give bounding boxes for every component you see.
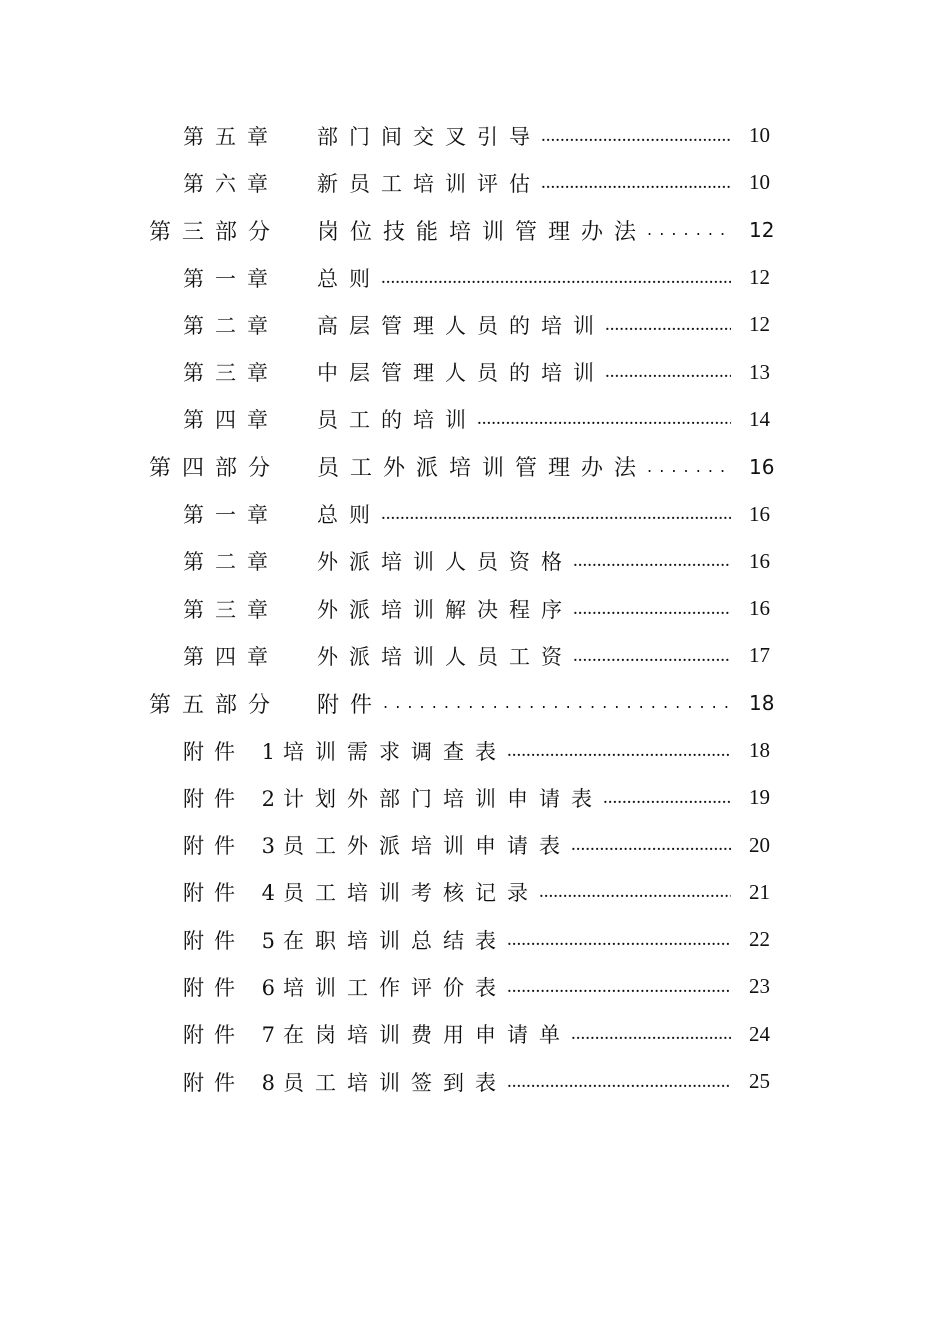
dot-leader	[507, 739, 731, 763]
toc-entry-label: 第三章	[183, 597, 279, 622]
toc-entry-title: 附件	[317, 692, 384, 718]
dot-leader	[381, 502, 731, 526]
toc-entry-label: 第四部分	[149, 456, 282, 482]
toc-entry-label: 附件 8	[183, 1070, 286, 1095]
toc-entry-label: 附件 5	[183, 928, 286, 953]
toc-entry-title: 高层管理人员的培训	[317, 313, 605, 338]
toc-entry-label: 附件 1	[183, 739, 286, 764]
toc-entry-page-number: 12	[749, 218, 775, 243]
table-of-contents	[0, 112, 950, 1105]
toc-entry-label: 第三部分	[149, 219, 282, 245]
dot-leader	[605, 313, 731, 337]
toc-entry-page-number: 16	[749, 596, 770, 621]
toc-entry-page-number: 25	[749, 1069, 770, 1094]
toc-entry-title: 岗位技能培训管理办法	[317, 219, 648, 245]
toc-chapter-entry[interactable]	[0, 112, 950, 159]
toc-entry-label: 附件 4	[183, 881, 286, 906]
dot-leader	[539, 880, 731, 904]
toc-entry-label: 第三章	[183, 361, 279, 386]
toc-entry-page-number: 19	[749, 785, 770, 810]
toc-entry-title: 外派培训人员工资	[317, 644, 573, 669]
toc-entry-label: 第二章	[183, 550, 279, 575]
dot-leader	[647, 455, 731, 479]
toc-entry-page-number: 12	[749, 265, 770, 290]
toc-entry-label: 第一章	[183, 503, 279, 528]
toc-part-entry[interactable]	[0, 207, 950, 254]
toc-entry-title: 员工培训签到表	[283, 1070, 507, 1095]
toc-chapter-entry[interactable]	[0, 1011, 950, 1058]
toc-entry-page-number: 21	[749, 879, 770, 904]
toc-entry-page-number: 10	[749, 123, 770, 148]
toc-chapter-entry[interactable]	[0, 490, 950, 537]
toc-entry-title: 中层管理人员的培训	[317, 361, 605, 386]
dot-leader	[647, 218, 731, 242]
dot-leader	[477, 407, 731, 431]
toc-chapter-entry[interactable]	[0, 348, 950, 395]
dot-leader	[507, 975, 731, 999]
toc-entry-title: 计划外部门培训申请表	[283, 786, 603, 811]
toc-chapter-entry[interactable]	[0, 538, 950, 585]
dot-leader	[605, 360, 731, 384]
dot-leader	[541, 171, 731, 195]
toc-chapter-entry[interactable]	[0, 254, 950, 301]
toc-entry-title: 总则	[317, 266, 381, 291]
toc-entry-label: 附件 6	[183, 975, 286, 1000]
dot-leader	[381, 266, 731, 290]
toc-entry-page-number: 23	[749, 974, 770, 999]
toc-entry-label: 附件 3	[183, 834, 286, 859]
dot-leader	[571, 833, 731, 857]
dot-leader	[507, 928, 731, 952]
dot-leader	[573, 549, 731, 573]
toc-entry-label: 附件 2	[183, 786, 286, 811]
toc-chapter-entry[interactable]	[0, 301, 950, 348]
toc-entry-label: 第四章	[183, 408, 279, 433]
toc-entry-label: 第五部分	[149, 692, 282, 718]
toc-entry-label: 第一章	[183, 266, 279, 291]
toc-entry-title: 培训需求调查表	[283, 739, 507, 764]
toc-chapter-entry[interactable]	[0, 821, 950, 868]
toc-entry-title: 外派培训解决程序	[317, 597, 573, 622]
dot-leader	[573, 644, 731, 668]
toc-entry-page-number: 16	[749, 501, 770, 526]
dot-leader	[541, 124, 731, 148]
dot-leader	[383, 691, 731, 715]
toc-entry-title: 员工外派培训管理办法	[317, 456, 648, 482]
dot-leader	[573, 597, 731, 621]
toc-part-entry[interactable]	[0, 680, 950, 727]
toc-entry-label: 附件 7	[183, 1023, 286, 1048]
toc-entry-title: 新员工培训评估	[317, 171, 541, 196]
toc-entry-page-number: 20	[749, 832, 770, 857]
toc-entry-page-number: 18	[749, 691, 775, 716]
toc-entry-title: 部门间交叉引导	[317, 124, 541, 149]
toc-entry-page-number: 14	[749, 406, 770, 431]
toc-entry-page-number: 10	[749, 170, 770, 195]
toc-entry-title: 员工的培训	[317, 408, 477, 433]
toc-entry-page-number: 13	[749, 359, 770, 384]
toc-chapter-entry[interactable]	[0, 869, 950, 916]
dot-leader	[571, 1022, 731, 1046]
dot-leader	[507, 1070, 731, 1094]
toc-chapter-entry[interactable]	[0, 632, 950, 679]
toc-chapter-entry[interactable]	[0, 963, 950, 1010]
toc-entry-page-number: 17	[749, 643, 770, 668]
toc-entry-title: 外派培训人员资格	[317, 550, 573, 575]
toc-part-entry[interactable]	[0, 443, 950, 490]
toc-entry-label: 第四章	[183, 644, 279, 669]
toc-entry-title: 在职培训总结表	[283, 928, 507, 953]
dot-leader	[603, 786, 731, 810]
toc-entry-label: 第五章	[183, 124, 279, 149]
toc-chapter-entry[interactable]	[0, 727, 950, 774]
toc-chapter-entry[interactable]	[0, 916, 950, 963]
toc-chapter-entry[interactable]	[0, 774, 950, 821]
toc-entry-page-number: 16	[749, 454, 775, 479]
toc-entry-label: 第六章	[183, 171, 279, 196]
toc-chapter-entry[interactable]	[0, 159, 950, 206]
toc-entry-label: 第二章	[183, 313, 279, 338]
toc-entry-title: 在岗培训费用申请单	[283, 1023, 571, 1048]
toc-chapter-entry[interactable]	[0, 396, 950, 443]
toc-chapter-entry[interactable]	[0, 1058, 950, 1105]
toc-entry-page-number: 24	[749, 1021, 770, 1046]
toc-entry-page-number: 16	[749, 548, 770, 573]
toc-chapter-entry[interactable]	[0, 585, 950, 632]
toc-entry-title: 员工外派培训申请表	[283, 834, 571, 859]
toc-entry-title: 员工培训考核记录	[283, 881, 539, 906]
toc-entry-page-number: 12	[749, 312, 770, 337]
toc-entry-title: 总则	[317, 503, 381, 528]
toc-entry-title: 培训工作评价表	[283, 975, 507, 1000]
toc-entry-page-number: 18	[749, 738, 770, 762]
toc-entry-page-number: 22	[749, 927, 770, 952]
